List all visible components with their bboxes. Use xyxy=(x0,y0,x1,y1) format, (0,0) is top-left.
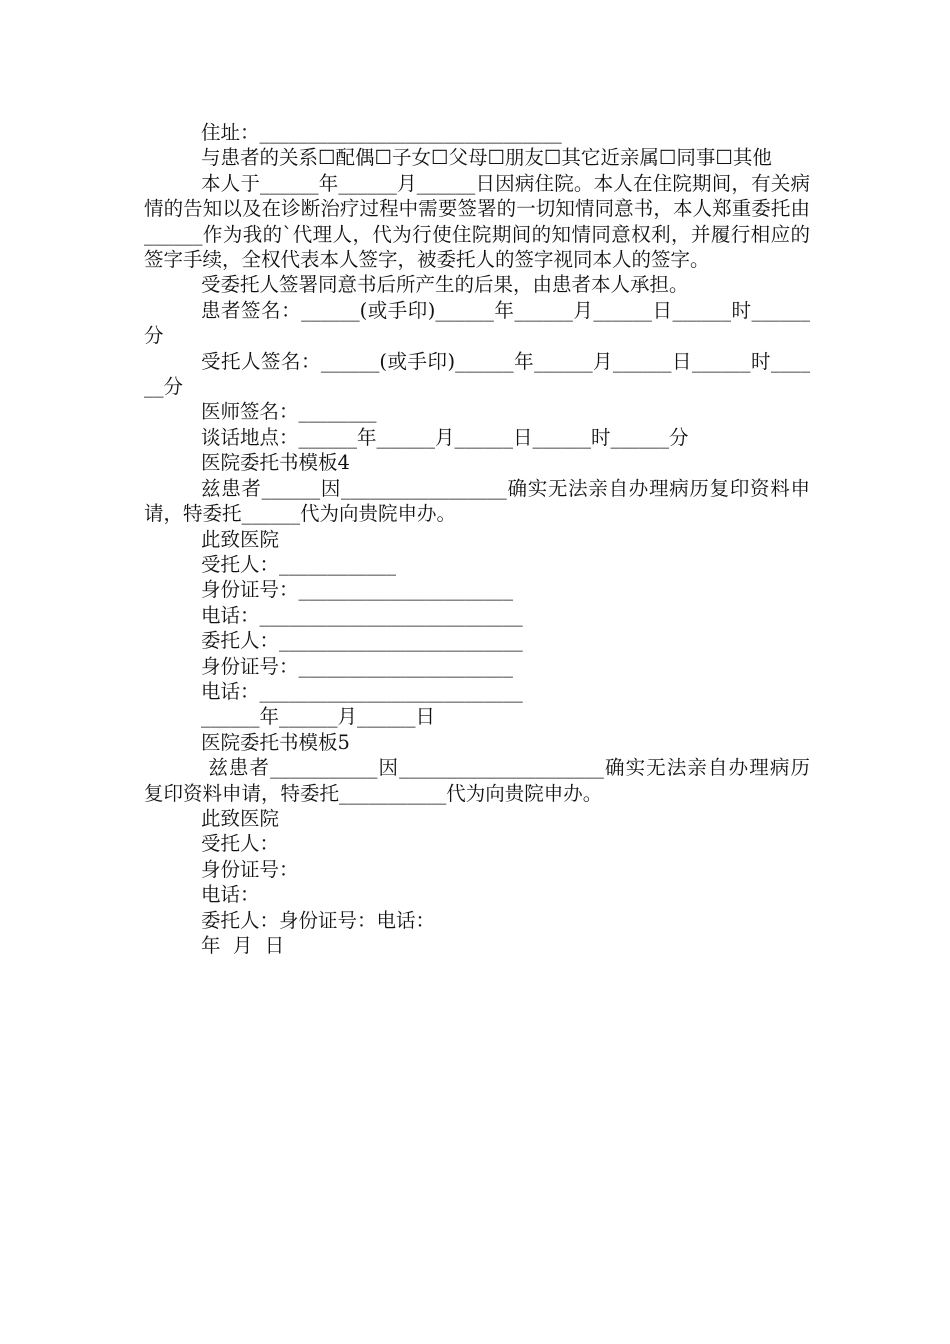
address-line: 住址：_______________________________ xyxy=(201,121,562,144)
template4-date-line: ______年______月______日 xyxy=(201,705,436,729)
template5-agent-field: 受托人： xyxy=(201,832,280,856)
template5-heading: 医院委托书模板5 xyxy=(201,730,350,754)
template4-agent-field: 受托人：____________ xyxy=(201,552,397,576)
agent-signature-line: 受托人签名：______(或手印)______年______月______日______时______分 xyxy=(144,349,810,399)
authorization-paragraph: 本人于______年______月______日因病住院。本人在住院期间，有关病情的告知以及在诊断治疗过程中需要签署的一切知情同意书，本人郑重委托由______作为我的`代理人，代为行使住院期间的知情同意权利，并履行相应的签字手续，全权代表本人签字，被委托人的签字视同本人的签字。 xyxy=(144,171,810,272)
template5-date-line: 年 月 日 xyxy=(201,934,285,957)
doctor-signature-line: 医师签名：________ xyxy=(201,400,377,424)
template4-agent-phone-field: 电话：___________________________ xyxy=(201,603,523,627)
relationship-line: 与患者的关系☐配偶☐子女☐父母☐朋友☐其它近亲属☐同事☐其他 xyxy=(201,146,772,170)
template4-principal-field: 委托人：_________________________ xyxy=(201,629,523,653)
template5-principal-line: 委托人：身份证号：电话： xyxy=(201,908,436,932)
document-page xyxy=(144,120,810,958)
patient-signature-line: 患者签名：______(或手印)______年______月______日______时______分 xyxy=(144,298,810,348)
template4-heading: 医院委托书模板4 xyxy=(201,451,350,475)
template5-agent-id-field: 身份证号： xyxy=(201,857,299,881)
template5-agent-phone-field: 电话： xyxy=(201,883,260,907)
template4-salutation: 此致医院 xyxy=(201,527,280,551)
template4-body: 兹患者______因_________________确实无法亲自办理病历复印资料申请，特委托______代为向贵院申办。 xyxy=(144,476,810,526)
template4-principal-phone-field: 电话：___________________________ xyxy=(201,679,523,703)
template5-body: 兹患者___________因_____________________确实无法亲自办理病历复印资料申请，特委托___________代为向贵院申办。 xyxy=(144,756,810,805)
template4-agent-id-field: 身份证号：______________________ xyxy=(201,578,514,602)
consequence-paragraph: 受委托人签署同意书后所产生的后果，由患者本人承担。 xyxy=(201,273,689,297)
template5-salutation: 此致医院 xyxy=(201,806,280,830)
talk-location-line: 谈话地点：______年______月______日______时______分 xyxy=(201,425,689,449)
template4-principal-id-field: 身份证号：______________________ xyxy=(201,654,514,678)
